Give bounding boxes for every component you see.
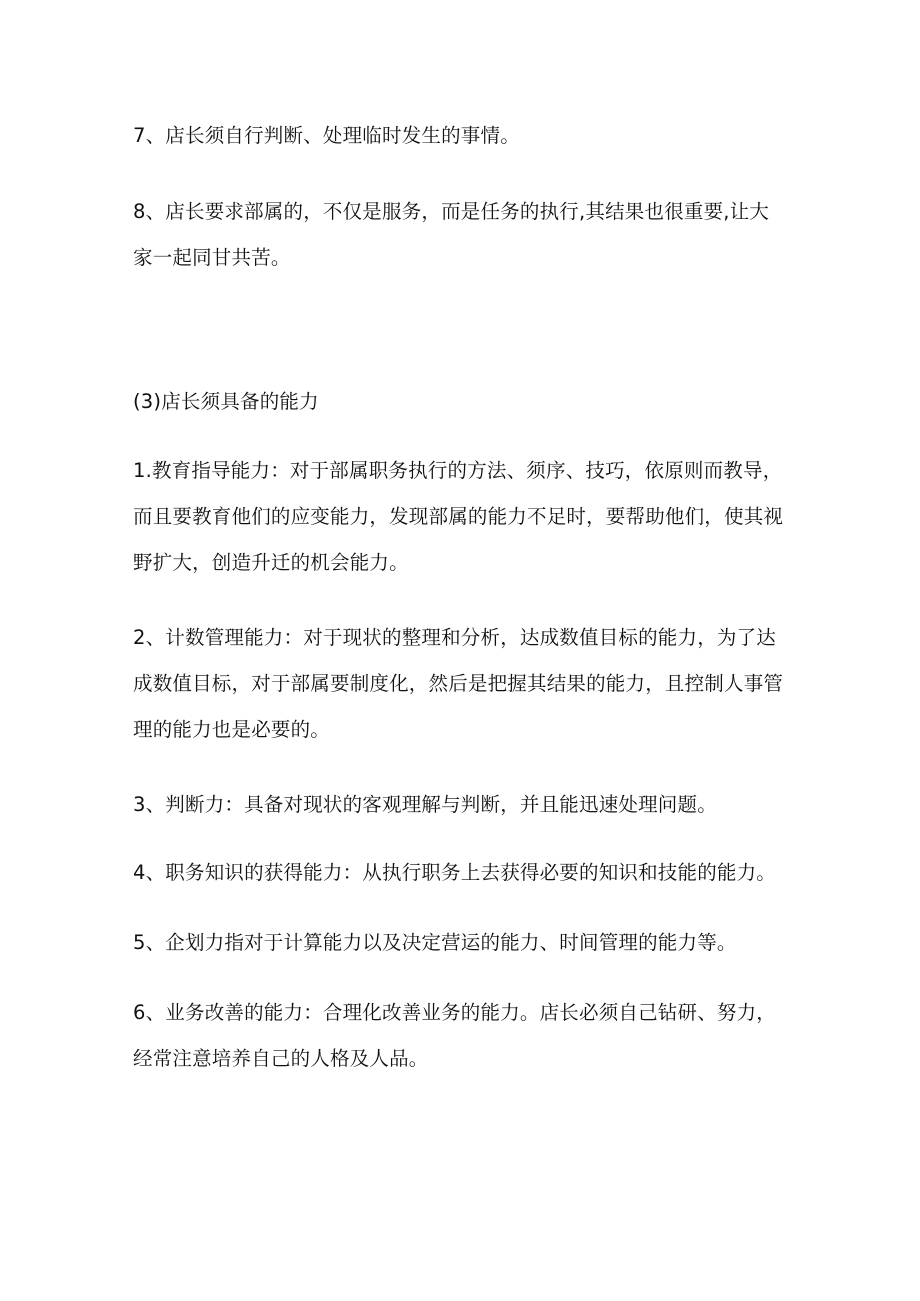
section-heading: (3)店长须具备的能力 xyxy=(133,390,319,413)
ability-item-1: 1.教育指导能力：对于部属职务执行的方法、须序、技巧，依原则而教导， 而且要教育他们的应变能力，发现部属的能力不足时，要帮助他们，使其视 野扩大，创造升迁的机会能力。 xyxy=(133,459,784,574)
paragraph-item-7: 7、店长须自行判断、处理临时发生的事情。 xyxy=(133,124,520,147)
paragraph-item-8: 8、店长要求部属的，不仅是服务，而是任务的执行,其结果也很重要,让大 家一起同甘共苦。 xyxy=(133,200,770,269)
ability-item-3: 3、判断力：具备对现状的客观理解与判断，并且能迅速处理问题。 xyxy=(133,793,717,816)
ability-item-4: 4、职务知识的获得能力：从执行职务上去获得必要的知识和技能的能力。 xyxy=(133,861,777,884)
ability-item-5: 5、企划力指对于计算能力以及决定营运的能力、时间管理的能力等。 xyxy=(133,931,737,954)
ability-item-6: 6、业务改善的能力：合理化改善业务的能力。店长必须自己钻研、努力， 经常注意培养自己的人格及人品。 xyxy=(133,1001,777,1070)
ability-item-2: 2、计数管理能力：对于现状的整理和分析，达成数值目标的能力，为了达 成数值目标，对于部属要制度化，然后是把握其结果的能力，且控制人事管 理的能力也是必要的。 xyxy=(133,626,784,741)
